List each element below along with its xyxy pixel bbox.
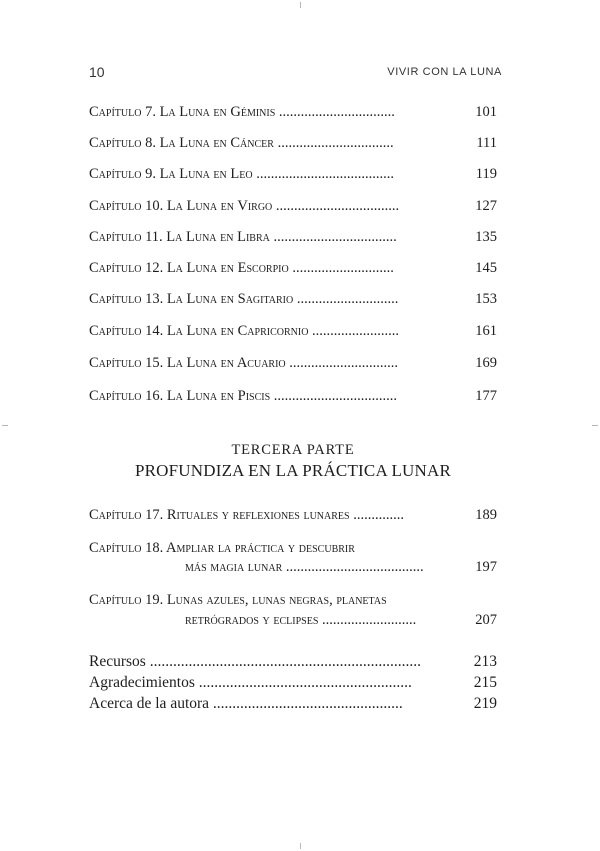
toc-entry-title: Capítulo 13. La Luna en Sagitario ............................ (89, 291, 399, 307)
toc-entry[interactable] (89, 321, 497, 345)
toc-entry[interactable] (89, 505, 497, 529)
toc-entry-title: Capítulo 14. La Luna en Capricornio ........................ (89, 323, 400, 339)
toc-page-number: 135 (475, 229, 497, 245)
toc-entry-title: Capítulo 7. La Luna en Géminis ................................ (89, 104, 395, 120)
toc-entry-title: Capítulo 11. La Luna en Libra .................................. (89, 229, 397, 245)
toc-page-number: 111 (476, 135, 497, 151)
book-title: VIVIR CON LA LUNA (387, 66, 502, 78)
backmatter-title: Acerca de la autora ................................................. (89, 695, 403, 712)
toc-entry-title-continued: más magia lunar ...................................... (185, 559, 424, 575)
toc-entry[interactable] (89, 258, 497, 282)
toc-entry-continuation[interactable] (89, 557, 497, 581)
toc-page-number: 197 (475, 559, 497, 575)
backmatter-title: Agradecimientos ....................................................... (89, 674, 412, 691)
toc-page-number: 177 (475, 388, 497, 404)
part-heading (89, 440, 497, 482)
backmatter-entry[interactable] (89, 694, 497, 718)
backmatter-title: Recursos ...................................................................... (89, 653, 421, 670)
crop-mark-top (300, 2, 301, 8)
toc-entry[interactable] (89, 102, 497, 126)
toc-page-number: 101 (475, 104, 497, 120)
toc-entry-title: Capítulo 15. La Luna en Acuario .............................. (89, 355, 399, 371)
toc-entry-title: Capítulo 9. La Luna en Leo ...................................... (89, 166, 394, 182)
toc-entry-title: Capítulo 18. Ampliar la práctica y descubrir (89, 540, 355, 556)
running-head (89, 64, 502, 84)
toc-entry-title: Capítulo 12. La Luna en Escorpio ............................ (89, 260, 394, 276)
part-label: TERCERA PARTE (231, 442, 355, 458)
toc-entry[interactable] (89, 289, 497, 313)
toc-entry-title: Capítulo 17. Rituales y reflexiones lunares .............. (89, 507, 404, 523)
toc-entry[interactable] (89, 133, 497, 157)
toc-entry-title: Capítulo 19. Lunas azules, lunas negras, planetas (89, 592, 387, 608)
toc-entry-title: Capítulo 10. La Luna en Virgo .................................. (89, 198, 400, 214)
toc-page-number: 145 (475, 260, 497, 276)
part-title: PROFUNDIZA EN LA PRÁCTICA LUNAR (134, 461, 451, 480)
toc-page-number: 213 (473, 653, 497, 670)
toc-entry[interactable] (89, 164, 497, 188)
toc-entry-title: Capítulo 8. La Luna en Cáncer ................................ (89, 135, 394, 151)
toc-page-number: 207 (475, 612, 497, 628)
toc-page-number: 189 (475, 507, 497, 523)
toc-entry[interactable] (89, 353, 497, 377)
toc-entry-title-continued: retrógrados y eclipses .......................... (185, 612, 417, 628)
crop-mark-right (592, 425, 598, 426)
toc-entry[interactable] (89, 196, 497, 220)
toc-page-number: 169 (475, 355, 497, 371)
crop-mark-left (2, 425, 8, 426)
toc-page-number: 127 (475, 198, 497, 214)
crop-mark-bottom (300, 843, 301, 849)
toc-entry-continuation[interactable] (89, 610, 497, 634)
toc-page-number: 153 (475, 291, 497, 307)
page-number: 10 (89, 64, 105, 80)
toc-entry[interactable] (89, 227, 497, 251)
toc-page-number: 161 (475, 323, 497, 339)
toc-entry-title: Capítulo 16. La Luna en Piscis .................................. (89, 388, 398, 404)
toc-page-number: 219 (473, 695, 497, 712)
toc-page-number: 119 (475, 166, 497, 182)
toc-page-number: 215 (473, 674, 497, 691)
toc-entry[interactable] (89, 386, 497, 410)
